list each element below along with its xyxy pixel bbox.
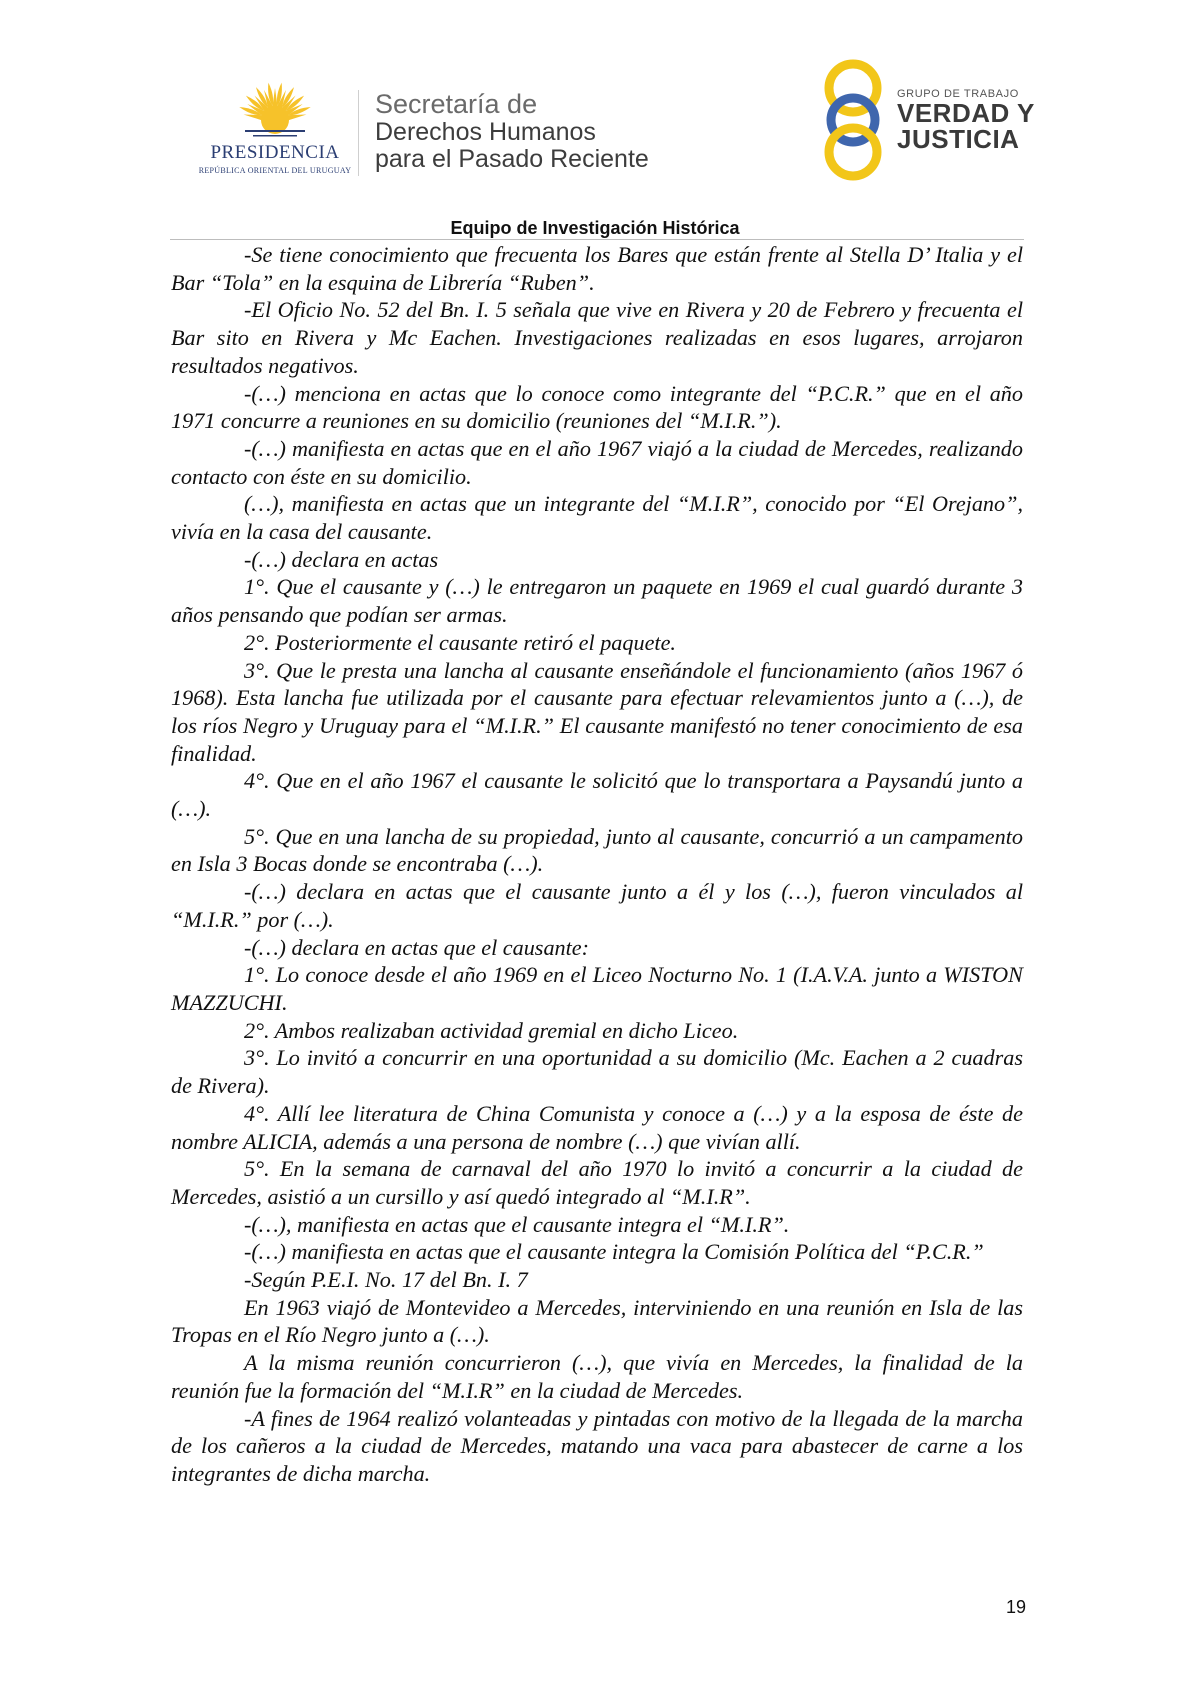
paragraph: 5°. En la semana de carnaval del año 1970 lo invitó a concurrir a la ciudad de Mercedes, asistió a un cursillo y así quedó integrado al “M.I.R”. [171,1156,1023,1209]
paragraph: 1°. Lo conoce desde el año 1969 en el Liceo Nocturno No. 1 (I.A.V.A. junto a WISTON MAZZUCHI. [171,962,1023,1015]
paragraph: -(…), manifiesta en actas que el causante integra el “M.I.R”. [244,1211,790,1237]
header-vertical-divider [358,90,359,176]
secretaria-title [375,90,649,173]
page-number: 19 [1005,1597,1026,1617]
paragraph: -(…) menciona en actas que lo conoce como integrante del “P.C.R.” que en el año 1971 concurre a reuniones en su domicilio (reuniones del “M.I.R.”). [171,380,1023,434]
gtvj-text [897,88,1035,152]
equipo-heading: Equipo de Investigación Histórica [450,218,740,238]
paragraph: 3°. Lo invitó a concurrir en una oportunidad a su domicilio (Mc. Eachen a 2 cuadras de Rivera). [171,1045,1023,1099]
presidencia-name: PRESIDENCIA [210,142,340,163]
page-header [0,0,1190,238]
paragraph: 3°. Que le presta una lancha al causante enseñándole el funcionamiento (años 1967 ó 1968). Esta lancha fue utilizada por el causante para efectuar relevamientos junto a (…), de los ríos Negro y Uruguay para el “M.I.R.” El causante manifestó no tener conocimiento de esa finalidad. [171,657,1023,766]
paragraph: -Se tiene conocimiento que frecuenta los Bares que están frente al Stella D’ Italia y el Bar “Tola” en la esquina de Librería “Ruben”. [171,242,1023,295]
secretaria-line-3: para el Pasado Reciente [375,145,649,173]
paragraph: En 1963 viajó de Montevideo a Mercedes, interviniendo en una reunión en Isla de las Tropas en el Río Negro junto a (…). [171,1294,1023,1348]
paragraph: 4°. Allí lee literatura de China Comunista y conoce a (…) y a la esposa de éste de nombre ALICIA, además a una persona de nombre (…) que vivían allí. [171,1100,1023,1154]
header-rule [170,239,1024,240]
paragraph: -(…) manifiesta en actas que en el año 1967 viajó a la ciudad de Mercedes, realizando contacto con éste en su domicilio. [171,435,1023,489]
paragraph: -Según P.E.I. No. 17 del Bn. I. 7 [244,1267,528,1293]
paragraph: 2°. Posteriormente el causante retiró el paquete. [244,629,676,655]
paragraph: 2°. Ambos realizaban actividad gremial en dicho Liceo. [244,1017,739,1043]
paragraph: 1°. Que el causante y (…) le entregaron un paquete en 1969 el cual guardó durante 3 años pensando que podían ser armas. [171,574,1023,628]
paragraph: A la misma reunión concurrieron (…), que vivía en Mercedes, la finalidad de la reunión fue la formación del “M.I.R” en la ciudad de Mercedes. [171,1350,1023,1403]
secretaria-line-2: Derechos Humanos [375,118,596,146]
paragraph: -(…) declara en actas [244,546,439,572]
paragraph: -(…) declara en actas que el causante junto a él y los (…), fueron vinculados al “M.I.R.” por (…). [171,879,1023,932]
paragraph: (…), manifiesta en actas que un integrante del “M.I.R”, conocido por “El Orejano”, vivía en la casa del causante. [171,491,1023,545]
presidencia-subtitle: REPÚBLICA ORIENTAL DEL URUGUAY [198,166,352,175]
document-body [171,241,1023,1488]
paragraph: 5°. Que en una lancha de su propiedad, junto al causante, concurrió a un campamento en Isla 3 Bocas donde se encontraba (…). [171,823,1023,877]
gtvj-line-1: GRUPO DE TRABAJO [897,88,1019,100]
presidencia-logo [195,80,355,180]
secretaria-line-1: Secretaría de [375,89,538,119]
paragraph: 4°. Que en el año 1967 el causante le solicitó que lo transportara a Paysandú junto a (…). [171,768,1023,822]
gtvj-line-2: VERDAD Y [897,98,1035,128]
paragraph: -A fines de 1964 realizó volanteadas y pintadas con motivo de la llegada de la marcha de los cañeros a la ciudad de Mercedes, matando una vaca para abastecer de carne a los integrantes de dicha marcha. [171,1405,1023,1486]
sun-emblem-icon [235,80,315,140]
linked-rings-icon [820,58,890,183]
paragraph: -(…) declara en actas que el causante: [244,934,590,960]
paragraph: -El Oficio No. 52 del Bn. I. 5 señala que vive en Rivera y 20 de Febrero y frecuenta el Bar sito en Rivera y Mc Eachen. Investigaciones realizadas en esos lugares, arrojaron resultados negativos. [171,297,1023,378]
gtvj-logo [820,58,1060,183]
paragraph: -(…) manifiesta en actas que el causante integra la Comisión Política del “P.C.R.” [244,1239,984,1265]
gtvj-line-3: JUSTICIA [897,124,1020,154]
